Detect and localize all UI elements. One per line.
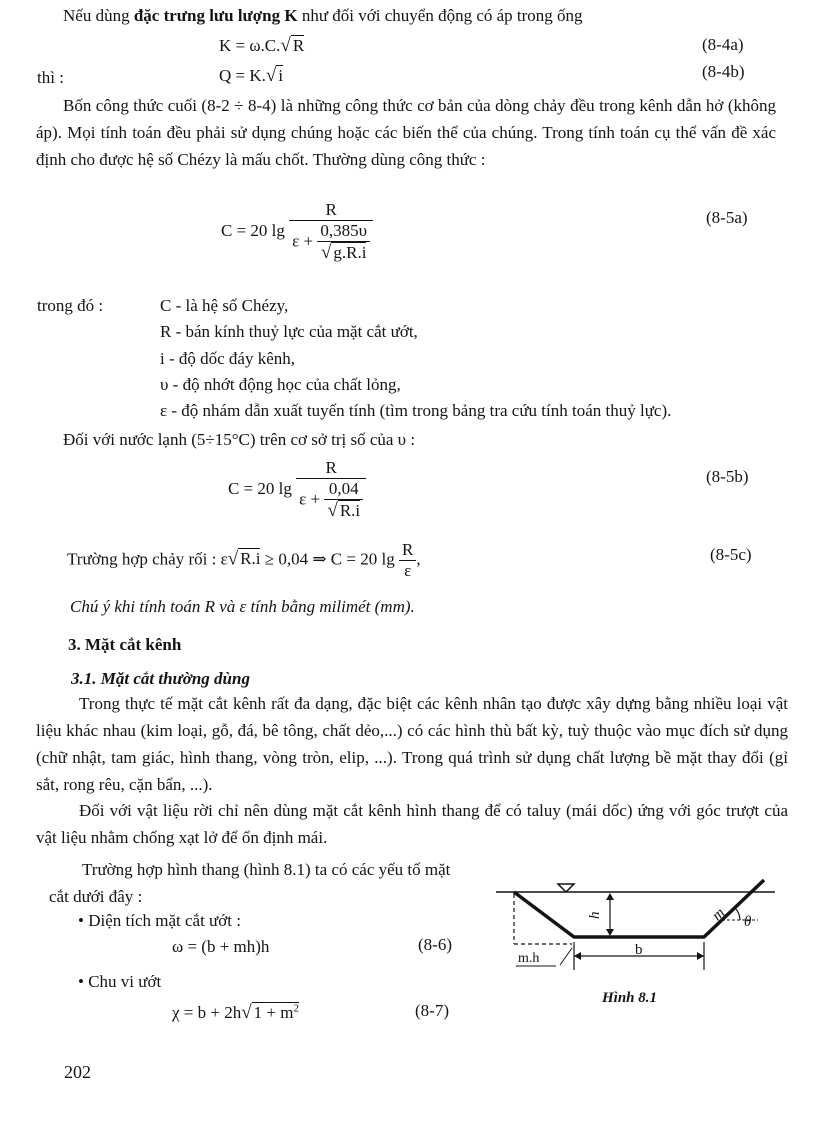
eq-8-4b-lhs: Q = K. [219,66,266,85]
eq-8-5c-tail: , [416,549,421,569]
eq-8-5a-inner-radicand: g.R.i [333,243,367,262]
eq-8-7-radicand [252,1002,299,1022]
eq-8-5b-denominator [296,479,366,522]
note-line: Chú ý khi tính toán R và ε tính bằng milimét (mm). [70,597,415,616]
where-item: ε - độ nhám dẫn xuất tuyến tính (tìm trong bảng tra cứu tính toán thuỷ lực). [160,401,672,420]
eq-8-4a-radicand: R [292,36,305,55]
equation-8-6: ω = (b + mh)h [172,937,270,956]
depth-arrow-down-icon [606,929,614,936]
eq-8-5a-numerator: R [289,200,373,221]
eq-8-7-exponent: 2 [293,1002,299,1015]
eq-number-8-5b: (8-5b) [706,467,749,486]
eq-8-4b-radicand: i [278,66,284,85]
sqrt-sign: √ [280,35,291,56]
eq-number-8-6: (8-6) [418,935,452,954]
depth-arrow-up-icon [606,893,614,900]
eq-8-7-radicand-text: 1 + m [253,1003,294,1022]
eq-8-5b-fraction [296,458,366,522]
eq-8-5c-numerator: R [399,540,416,561]
eq-number-8-7: (8-7) [415,1001,449,1020]
eq-8-5b-eps: ε + [299,489,321,509]
where-item: υ - độ nhớt động học của chất lỏng, [160,375,401,394]
eq-8-5a-inner-num: 0,385υ [317,221,370,242]
where-item: R - bán kính thuỷ lực của mặt cắt ướt, [160,322,418,341]
sqrt-sign: √ [327,500,338,521]
where-lead: trong đó : [37,296,104,315]
eq-8-5c-text: Trường hợp chảy rối : ε [67,549,228,569]
paragraph-3: Đối với vật liệu rời chỉ nên dùng mặt cắt kênh hình thang để có taluy (mái dốc) ứng với góc trượt của vật liệu nhằm chống xạt lở để ổn định mái. [36,801,788,847]
sqrt-sign: √ [320,242,332,263]
eq-8-5b-numerator: R [296,458,366,479]
eq-8-5c-fraction [399,540,416,581]
eq-number-8-5a: (8-5a) [706,208,748,227]
cold-water-line: Đối với nước lạnh (5÷15°C) trên cơ sở trị số của υ : [63,430,416,449]
channel-section-outline [514,880,764,937]
eq-8-5b-inner-fraction [324,479,363,522]
intro-line [63,6,583,26]
eq-8-5b-inner-num: 0,04 [324,479,363,500]
sqrt-sign: √ [227,548,239,570]
equation-8-4b [219,65,283,87]
figure-caption: Hình 8.1 [602,990,658,1006]
section-heading-3: 3. Mặt cắt kênh [68,635,182,654]
equation-8-4a [219,35,304,57]
eq-number-8-5c: (8-5c) [710,545,752,564]
page-number: 202 [64,1062,91,1082]
bullet-wetted-perimeter: • Chu vi ướt [78,972,162,991]
bullet-wetted-area: • Diện tích mặt cắt ướt : [78,911,241,930]
eq-8-5c-mid: ≥ 0,04 ⇒ C = 20 lg [260,549,395,569]
eq-8-5a-eps: ε + [292,231,314,251]
figure-label-b: b [635,942,643,958]
eq-8-5c-denominator: ε [404,561,412,580]
figure-label-mh: m.h [518,951,540,966]
eq-8-5c-radicand: R.i [240,549,261,569]
eq-8-5a-inner-den [317,242,370,264]
eq-number-8-4b: (8-4b) [702,62,745,81]
eq-8-5a-denominator [289,221,373,264]
intro-prefix: Nếu dùng [63,6,134,25]
eq-8-5a-lhs: C = 20 lg [221,220,285,240]
eq-number-8-4a: (8-4a) [702,35,744,54]
width-arrow-left-icon [574,952,581,960]
intro-bold-term: đặc trưng lưu lượng K [133,6,298,25]
equation-8-5c [67,540,421,581]
sqrt-sign: √ [265,65,277,86]
width-arrow-right-icon [697,952,704,960]
eq-8-7-lhs: χ = b + 2h [172,1003,242,1022]
water-level-marker-icon [558,884,574,892]
figure-label-m: m [709,904,729,925]
eq-8-4a-lhs: K = ω.C. [219,36,281,55]
figure-label-theta: θ [744,914,752,930]
equation-8-5b [228,458,366,522]
eq-8-5b-inner-den [324,500,363,522]
figure-trapezoid-channel [490,870,780,1000]
mh-pointer-line [560,948,572,965]
where-item: i - độ dốc đáy kênh, [160,349,296,368]
sqrt-sign: √ [241,1002,252,1023]
intro-suffix: như đối với chuyển động có áp trong ống [297,6,583,25]
section-heading-3-1: 3.1. Mặt cắt thường dùng [71,669,250,688]
equation-8-7 [172,1002,299,1024]
eq-8-5a-inner-fraction [317,221,370,264]
paragraph-4: Trường hợp hình thang (hình 8.1) ta có các yếu tố mặt cắt dưới đây : [49,860,451,906]
figure-label-h: h [587,911,603,919]
eq-8-4b-lead: thì : [37,68,64,87]
paragraph-2: Trong thực tế mặt cắt kênh rất đa dạng, đặc biệt các kênh nhân tạo được xây dựng bằng nhiều loại vật liệu khác nhau (kim loại, gỗ, đá, bê tông, chất dẻo,...) có các hình thù bất kỳ, tuỳ thuộc vào mục đích sử dụng (chữ nhật, tam giác, hình thang, vòng tròn, elip, ...). Trong quá trình sử dụng chất lượng bề mặt thay đổi (gỉ sắt, rong rêu, cặn bẩn, ...). [36,694,788,794]
equation-8-5a [221,200,373,264]
where-item: C - là hệ số Chézy, [160,296,289,315]
paragraph-1: Bốn công thức cuối (8-2 ÷ 8-4) là những công thức cơ bản của dòng chảy đều trong kênh dẫn hở (không áp). Mọi tính toán đều phải sử dụng chúng hoặc các biến thể của chúng. Trong tính toán cụ thể vấn đề xác định cho được hệ số Chézy là mấu chốt. Thường dùng công thức : [36,96,776,169]
eq-8-5a-fraction [289,200,373,264]
angle-arc [735,908,740,920]
eq-8-5b-lhs: C = 20 lg [228,478,292,498]
eq-8-5b-inner-radicand: R.i [339,501,361,520]
